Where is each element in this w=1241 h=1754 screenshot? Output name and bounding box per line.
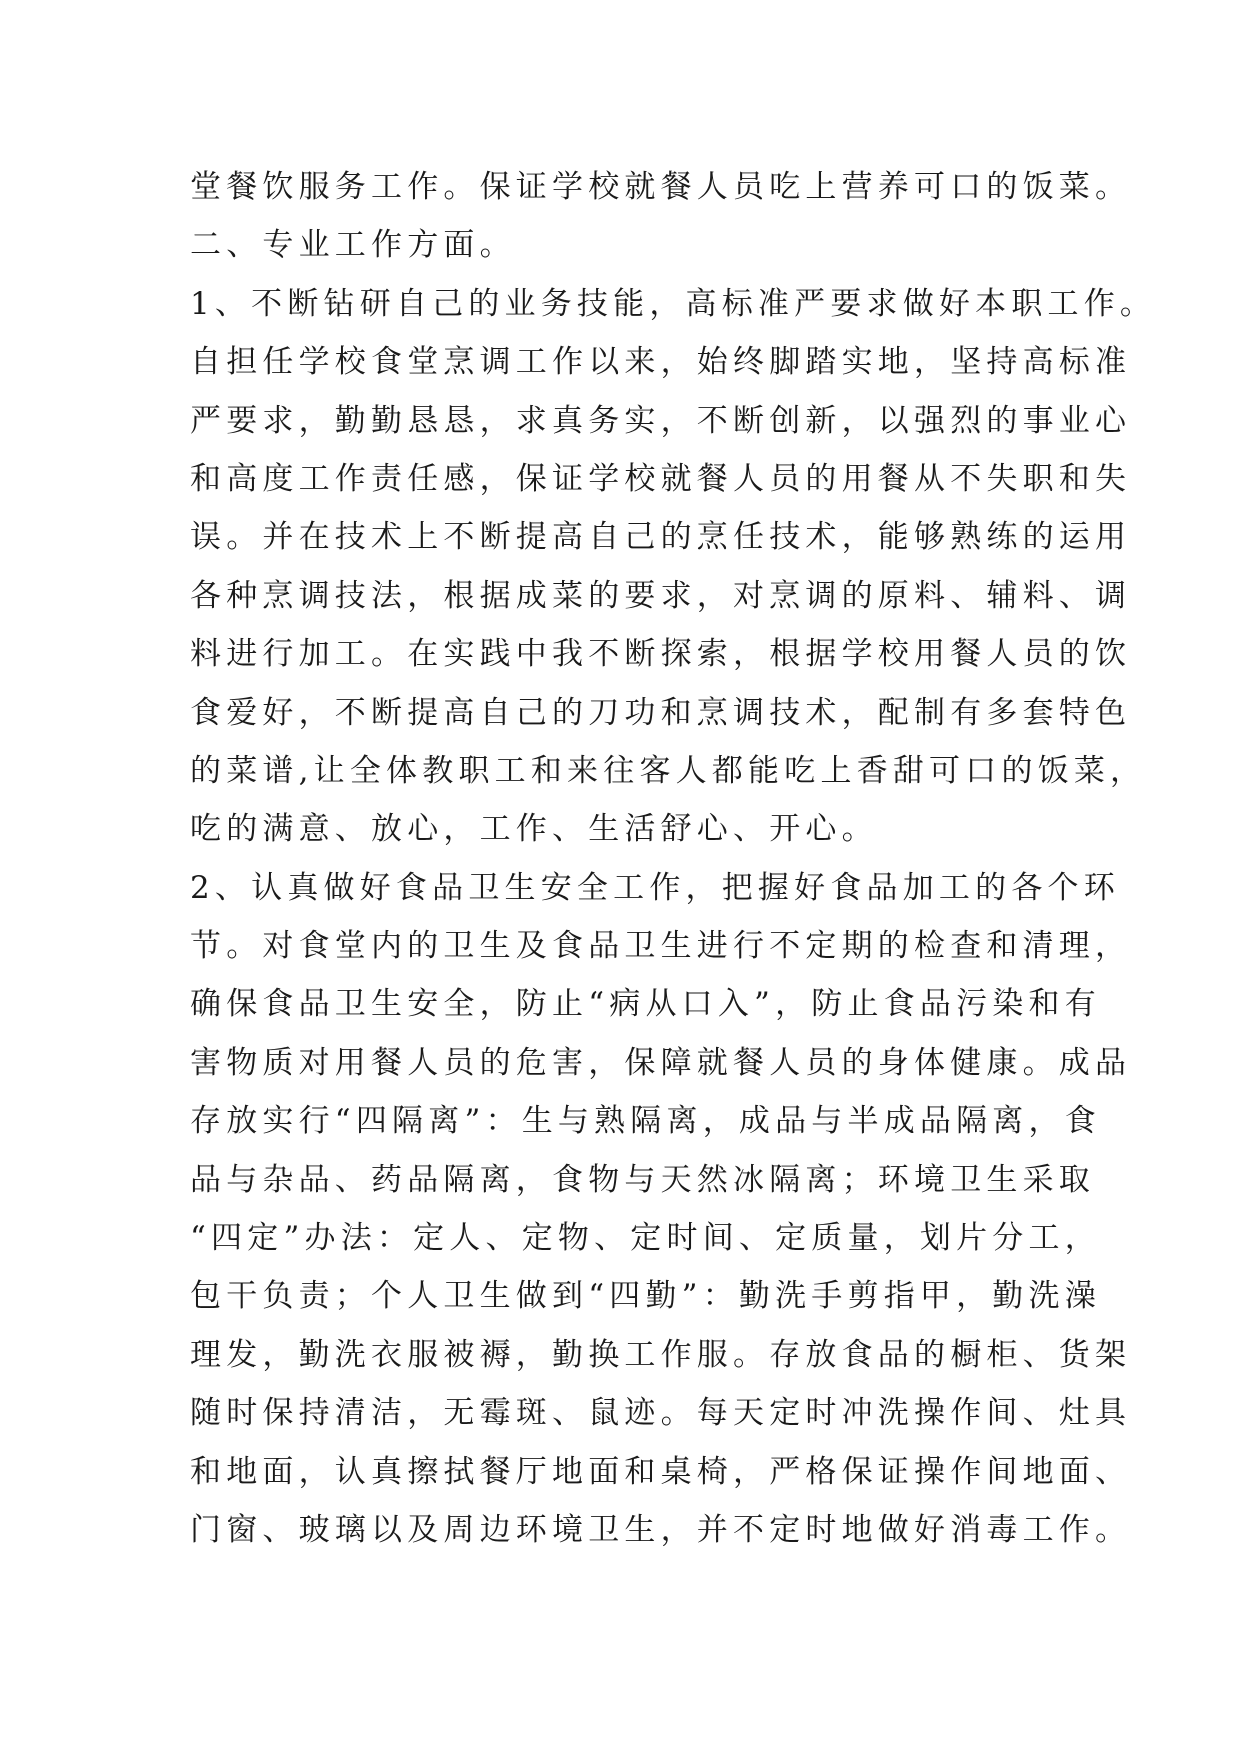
text-line: 害物质对用餐人员的危害，保障就餐人员的身体健康。成品: [190, 1044, 1132, 1081]
text-line: 节。对食堂内的卫生及食品卫生进行不定期的检查和清理，: [190, 928, 1132, 965]
text-line: 确保食品卫生安全，防止“病从口入”，防止食品污染和有: [190, 986, 1101, 1023]
text-line: 理发，勤洗衣服被褥，勤换工作服。存放食品的橱柜、货架: [190, 1336, 1132, 1373]
text-line: 和地面，认真擦拭餐厅地面和桌椅，严格保证操作间地面、: [190, 1453, 1132, 1490]
text-line: 随时保持清洁，无霉斑、鼠迹。每天定时冲洗操作间、灶具: [190, 1395, 1132, 1432]
text-line: 自担任学校食堂烹调工作以来，始终脚踏实地，坚持高标准: [190, 344, 1132, 381]
text-line: 品与杂品、药品隔离，食物与天然冰隔离；环境卫生采取: [190, 1161, 1095, 1198]
body-text: [190, 158, 1157, 1559]
text-line: 包干负责；个人卫生做到“四勤”：勤洗手剪指甲，勤洗澡: [190, 1278, 1101, 1315]
text-line: 的菜谱,让全体教职工和来往客人都能吃上香甜可口的饭菜，: [190, 752, 1147, 789]
section-heading: 二、专业工作方面。: [190, 227, 516, 264]
text-line: 门窗、玻璃以及周边环境卫生，并不定时地做好消毒工作。: [190, 1511, 1132, 1548]
text-line: 严要求，勤勤恳恳，求真务实，不断创新，以强烈的事业心: [190, 402, 1132, 439]
text-line: 料进行加工。在实践中我不断探索，根据学校用餐人员的饮: [190, 636, 1132, 673]
text-line: 和高度工作责任感，保证学校就餐人员的用餐从不失职和失: [190, 460, 1132, 497]
text-line: 各种烹调技法，根据成菜的要求，对烹调的原料、辅料、调: [190, 577, 1132, 614]
text-line: 2、认真做好食品卫生安全工作，把握好食品加工的各个环: [190, 869, 1120, 906]
text-line: 食爱好，不断提高自己的刀功和烹调技术，配制有多套特色: [190, 694, 1132, 731]
text-line: 误。并在技术上不断提高自己的烹任技术，能够熟练的运用: [190, 519, 1132, 556]
text-line: 堂餐饮服务工作。保证学校就餐人员吃上营养可口的饭菜。: [190, 169, 1132, 205]
text-line: 存放实行“四隔离”：生与熟隔离，成品与半成品隔离，食: [190, 1103, 1101, 1140]
text-line: “四定”办法：定人、定物、定时间、定质量，划片分工，: [190, 1220, 1101, 1257]
text-line: 1、不断钻研自己的业务技能，高标准严要求做好本职工作。: [190, 285, 1157, 322]
text-line: 吃的满意、放心，工作、生活舒心、开心。: [190, 811, 878, 848]
